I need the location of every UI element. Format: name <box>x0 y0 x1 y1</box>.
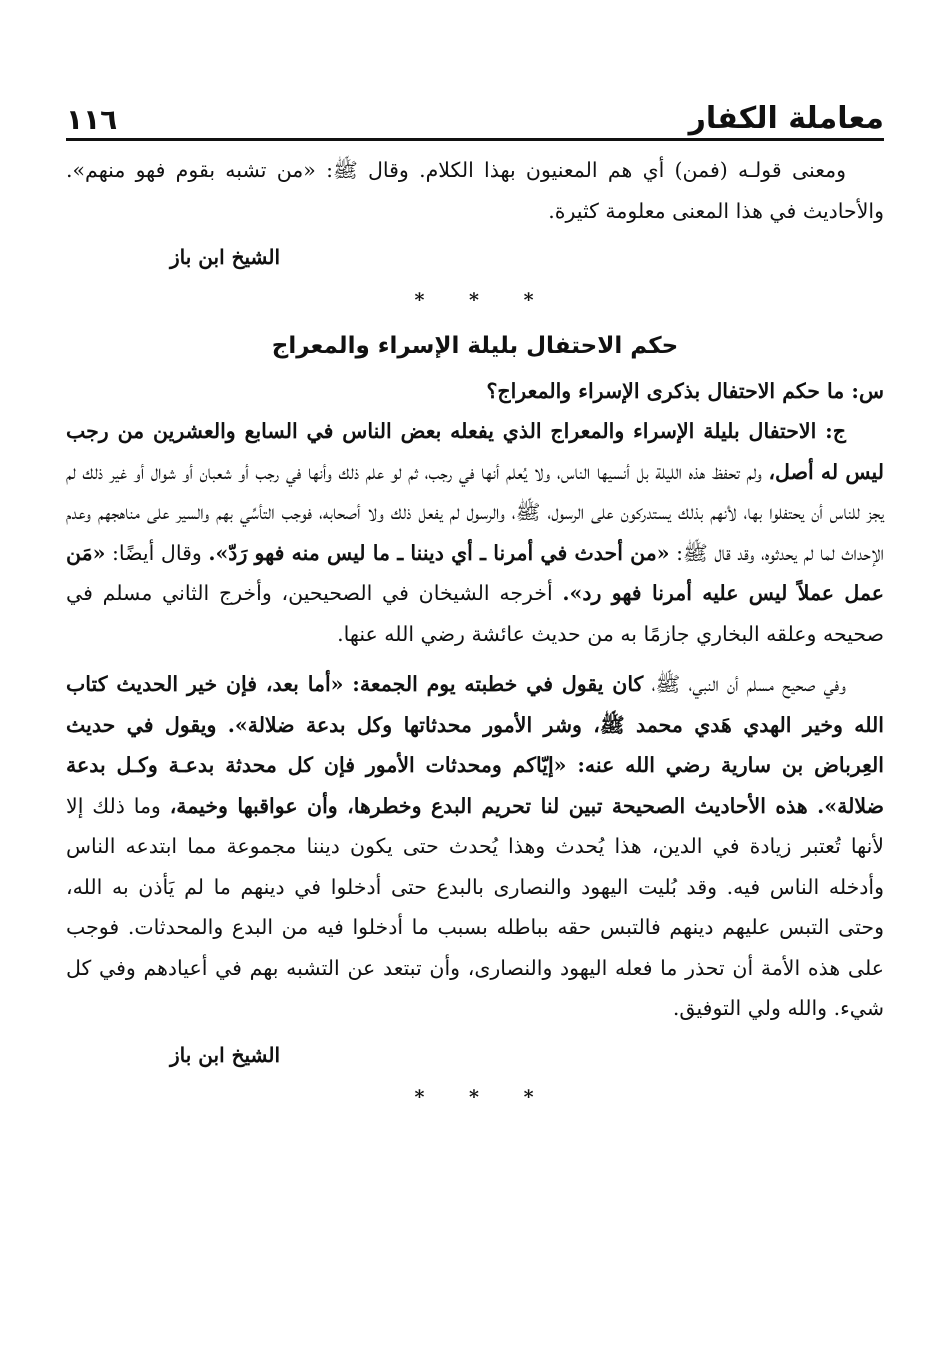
second-hadith-text: كان يقول في خطبته يوم الجمعة: «أما بعد، فإن خير الحديث كتاب الله وخير الهدي هَدي محمد ﷺ، وشر الأمور محدثاتها وكل بدعة ضلالة». ويقول في حديث العِرباض بن سارية رضي الله عنه: «إيّاكم ومحدثات الأمور فإن كل محدثة بدعـة وكـل بدعة ضلالة». هذه الأحاديث الصحيحة تبين لنا تحريم البدع وخطرها، وأن عواقبها وخيمة، <box>66 672 884 818</box>
second-rest: وما ذلك إلا لأنها تُعتبر زيادة في الدين، هذا يُحدث وهذا يُحدث حتى يكون ديننا مجموعة مما ابتدعه الناس وأدخله الناس فيه. وقد بُليت اليهود والنصارى بالبدع حتى أدخلوا في دينهم ما لم يَأذن به الله، وحتى التبس عليهم دينهم فالتبس حقه بباطله بسبب ما أدخلوا فيه من البدع والمحدثات. فوجب على هذه الأمة أن تحذر ما فعله اليهود والنصارى، وأن تبتعد عن التشبه بهم في أعيادهم وفي كل شيء. والله ولي التوفيق. <box>66 793 884 1020</box>
page-header <box>66 86 884 141</box>
separator-second: * * * <box>414 1086 536 1108</box>
answer-paragraph <box>66 411 884 654</box>
hadith-bridge: وقال أيضًا: <box>112 540 202 565</box>
paragraph-gap <box>66 654 884 664</box>
hadith-one: «من أحدث في أمرنا ـ أي ديننا ـ ما ليس منه فهو رَدّ». <box>208 540 670 565</box>
second-paragraph <box>66 664 884 1029</box>
page-number: ١١٦ <box>66 103 118 136</box>
hadith-two: «مَن عمل عملاً ليس عليه أمرنا فهو رد». <box>66 540 884 605</box>
page-body <box>66 150 884 1124</box>
intro-paragraph: ومعنى قولـه (فمن) أي هم المعنيون بهذا الكلام. وقال ﷺ: «من تشبه بقوم فهو منهم». والأحاديث في هذا المعنى معلومة كثيرة. <box>66 158 884 223</box>
answer-lead: ج: الاحتفال بليلة الإسراء والمعراج الذي يفعله بعض الناس في السابع والعشرين من رجب ليس له أصل، <box>66 419 884 484</box>
answer-body: ولم تحفظ هذه الليلة بل أنسيها الناس، ولا يُعلم أنها في رجب، ثم لو علم ذلك وأنها في رجب أو شعبان أو شوال أو غير ذلك لم يجز للناس أن يحتفلوا بها، لأنهم بذلك يستدركون على الرسول، ﷺ، والرسول لم يفعل ذلك ولا أصحابه، فوجب التأسِّي بهم والسير على مناهجهم وعدم الإحداث لما لم يحدثوه، وقد قال ﷺ: <box>66 459 884 565</box>
second-lead: وفي صحيح مسلم أن النبي، ﷺ، <box>651 672 846 696</box>
answer-end: أخرجه الشيخان في الصحيحين، وأخرج الثاني مسلم في صحيحه وعلقه البخاري جازمًا به من حديث عائشة رضي الله عنها. <box>66 581 884 646</box>
running-title: معاملة الكفار <box>688 101 884 136</box>
separator-first: * * * <box>414 288 536 311</box>
question: س: ما حكم الاحتفال بذكرى الإسراء والمعراج؟ <box>486 378 884 403</box>
signature-first: الشيخ ابن باز <box>170 245 281 269</box>
signature-second: الشيخ ابن باز <box>170 1042 281 1067</box>
section-title: حكم الاحتفال بليلة الإسراء والمعراج <box>271 333 679 359</box>
